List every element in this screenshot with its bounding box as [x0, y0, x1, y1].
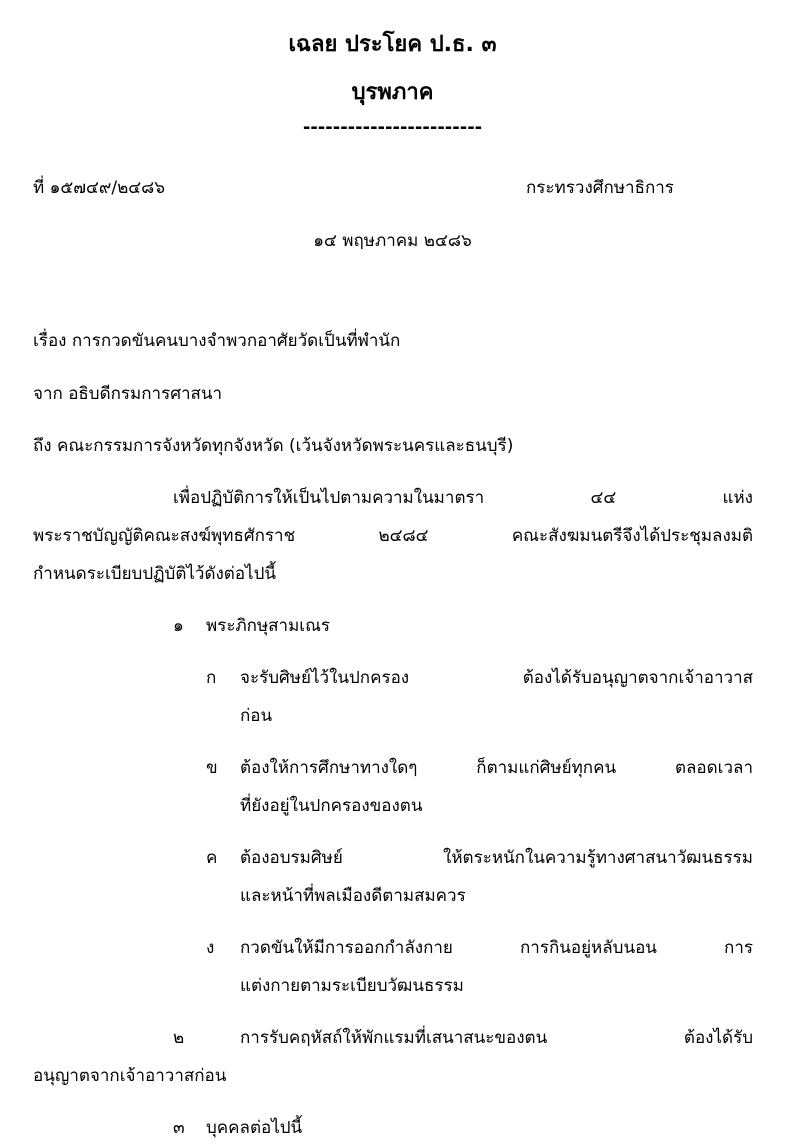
- intro-paragraph-line: กำหนดระเบียบปฏิบัติไว้ดังต่อไปนี้: [33, 564, 277, 584]
- item-text-line: ที่ยังอยู่ในปกครองของตน: [240, 796, 423, 816]
- item-text-line: ต้องให้การศึกษาทางใดๆ ก็ตามแก่ศิษย์ทุกคน ตลอดเวลา: [240, 758, 753, 778]
- item-text-line: จะรับศิษย์ไว้ในปกครอง ต้องได้รับอนุญาตจากเจ้าอาวาส: [240, 668, 753, 688]
- item-text-line: ก่อน: [240, 706, 273, 726]
- letter-date: ๑๔ พฤษภาคม ๒๔๘๖: [313, 231, 472, 251]
- item-text-line: แต่งกายตามระเบียบวัฒนธรรม: [240, 976, 464, 996]
- item-letter: ก: [206, 668, 217, 688]
- section-text-line: การรับคฤหัสถ์ให้พักแรมที่เสนาสนะของตน ต้องได้รับ: [240, 1028, 753, 1048]
- item-letter: ง: [206, 938, 215, 958]
- item-text-line: และหน้าที่พลเมืองดีตามสมควร: [240, 886, 466, 906]
- item-text-line: ต้องอบรมศิษย์ ให้ตระหนักในความรู้ทางศาสนาวัฒนธรรม: [240, 848, 753, 868]
- section-title: พระภิกษุสามเณร: [206, 616, 331, 636]
- section-number: ๒: [173, 1028, 185, 1048]
- letter-from: จาก อธิบดีกรมการศาสนา: [33, 384, 223, 404]
- section-title: บุคคลต่อไปนี้: [206, 1118, 303, 1138]
- letter-subject: เรื่อง การกวดขันคนบางจำพวกอาศัยวัดเป็นที่พำนัก: [33, 331, 401, 351]
- intro-paragraph-line: เพื่อปฏิบัติการให้เป็นไปตามความในมาตรา ๔๔ แห่ง: [173, 488, 753, 508]
- document-title: เฉลย ประโยค ป.ธ. ๓: [288, 32, 497, 57]
- document-subtitle: บุรพภาค: [351, 80, 434, 105]
- section-number: ๑: [173, 616, 184, 636]
- title-divider: ------------------------: [302, 117, 483, 138]
- issuing-ministry: กระทรวงศึกษาธิการ: [526, 178, 674, 198]
- section-number: ๓: [173, 1118, 185, 1138]
- item-text-line: กวดขันให้มีการออกกำลังกาย การกินอยู่หลับนอน การ: [240, 938, 753, 958]
- item-letter: ข: [206, 758, 218, 778]
- item-letter: ค: [206, 848, 218, 868]
- reference-number: ที่ ๑๕๗๔๙/๒๔๘๖: [33, 178, 166, 198]
- intro-paragraph-line: พระราชบัญญัติคณะสงฆ์พุทธศักราช ๒๔๘๔ คณะสังฆมนตรีจึงได้ประชุมลงมติ: [33, 526, 753, 546]
- letter-to: ถึง คณะกรรมการจังหวัดทุกจังหวัด (เว้นจังหวัดพระนครและธนบุรี): [33, 436, 514, 456]
- section-text-line: อนุญาตจากเจ้าอาวาสก่อน: [33, 1066, 227, 1086]
